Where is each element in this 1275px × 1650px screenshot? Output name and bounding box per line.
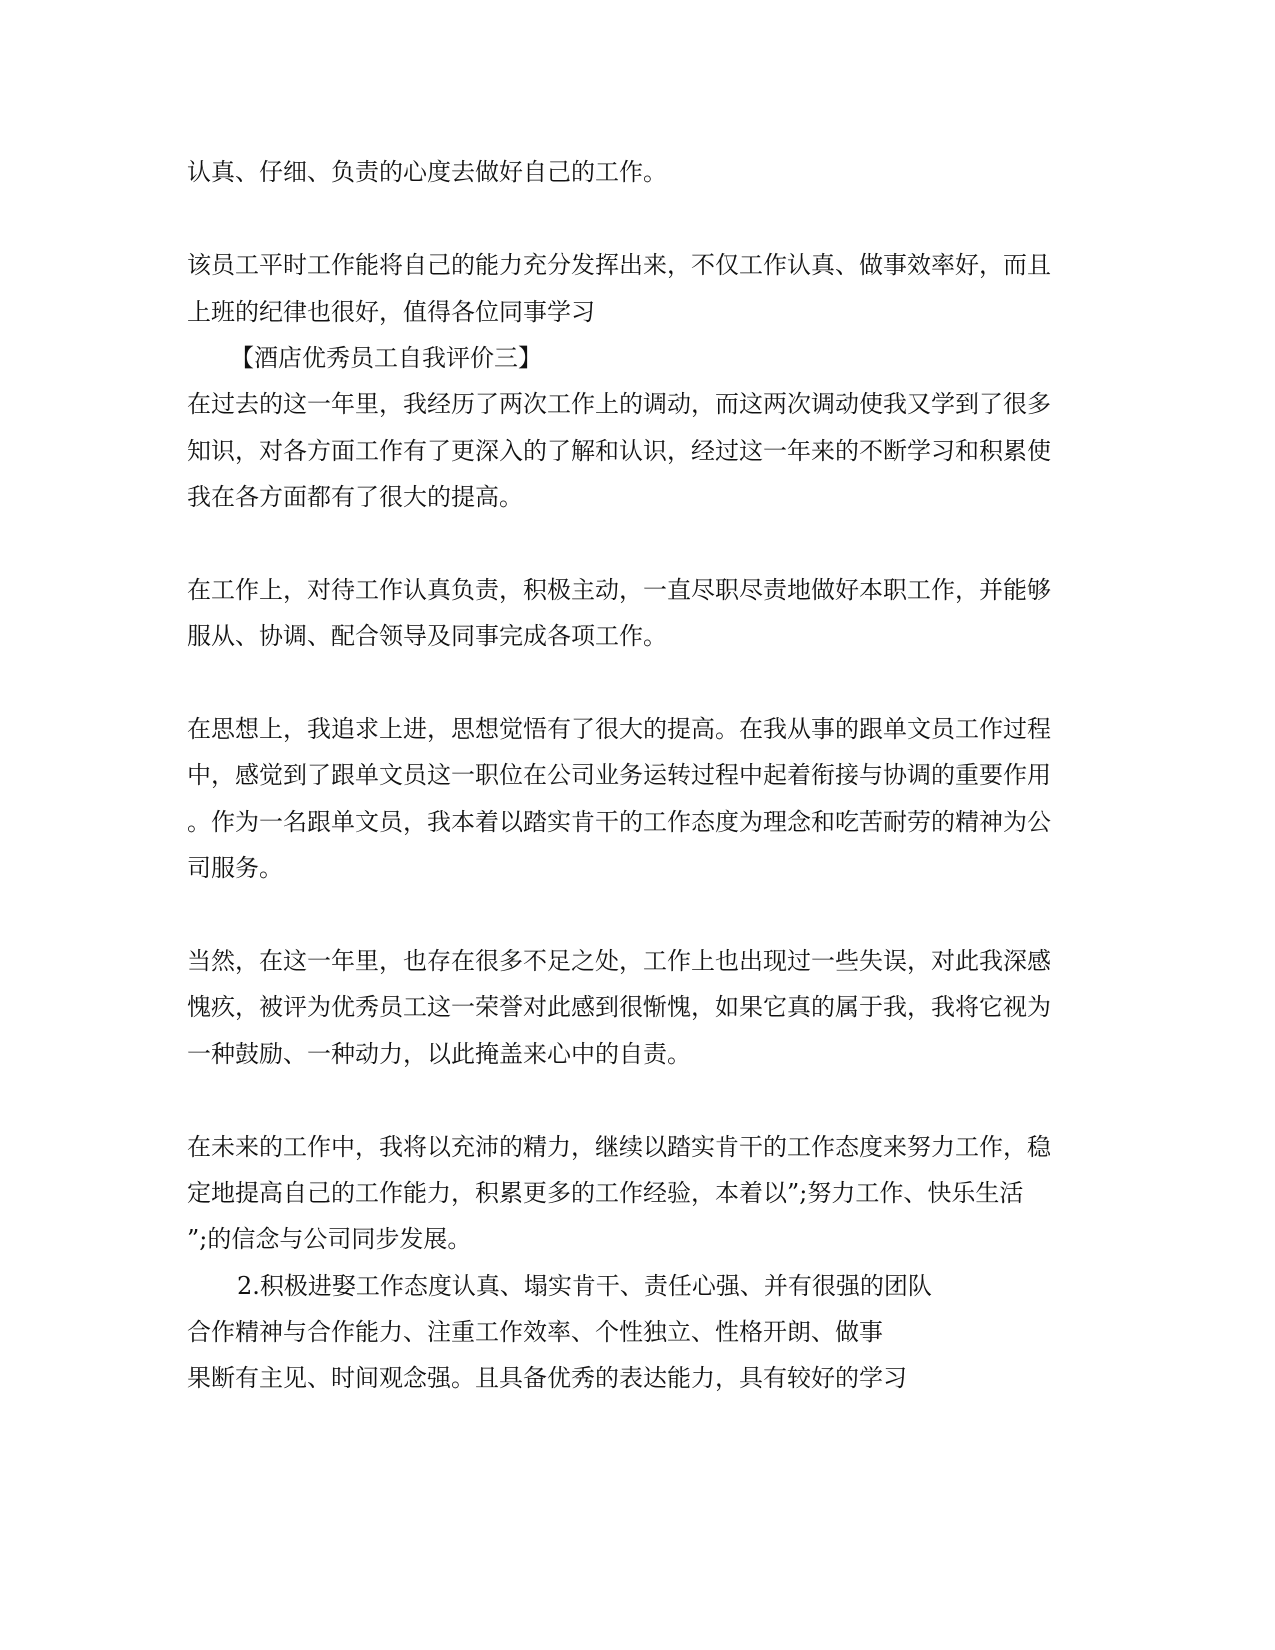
section-heading: 【酒店优秀员工自我评价三】 [230,344,542,372]
text-line: 我在各方面都有了很大的提高。 [187,483,523,511]
text-line: 司服务。 [187,854,283,882]
text-line: 知识，对各方面工作有了更深入的了解和认识，经过这一年来的不断学习和积累使 [187,437,1051,465]
text-line: 认真、仔细、负责的心度去做好自己的工作。 [187,158,667,186]
text-line: 定地提高自己的工作能力，积累更多的工作经验，本着以”;努力工作、快乐生活 [187,1179,1024,1207]
text-line: 服从、协调、配合领导及同事完成各项工作。 [187,622,667,650]
text-line: 上班的纪律也很好，值得各位同事学习 [187,298,595,326]
text-line: 在未来的工作中，我将以充沛的精力，继续以踏实肯干的工作态度来努力工作，稳 [187,1133,1051,1161]
text-line: 当然，在这一年里，也存在很多不足之处，工作上也出现过一些失误，对此我深感 [187,947,1051,975]
text-line: 在思想上，我追求上进，思想觉悟有了很大的提高。在我从事的跟单文员工作过程 [187,715,1051,743]
text-line: 一种鼓励、一种动力，以此掩盖来心中的自责。 [187,1040,691,1068]
text-line: 合作精神与合作能力、注重工作效率、个性独立、性格开朗、做事 [187,1318,883,1346]
text-line: 在过去的这一年里，我经历了两次工作上的调动，而这两次调动使我又学到了很多 [187,390,1051,418]
text-line: 该员工平时工作能将自己的能力充分发挥出来，不仅工作认真、做事效率好，而且 [187,251,1051,279]
text-line: 果断有主见、时间观念强。且具备优秀的表达能力，具有较好的学习 [187,1364,907,1392]
text-line: 在工作上，对待工作认真负责，积极主动，一直尽职尽责地做好本职工作，并能够 [187,576,1051,604]
text-line: 中，感觉到了跟单文员这一职位在公司业务运转过程中起着衔接与协调的重要作用 [187,761,1051,789]
text-line: 愧疚，被评为优秀员工这一荣誉对此感到很惭愧，如果它真的属于我，我将它视为 [187,993,1051,1021]
text-line: 。作为一名跟单文员，我本着以踏实肯干的工作态度为理念和吃苦耐劳的精神为公 [187,808,1051,836]
text-line: ”;的信念与公司同步发展。 [187,1225,472,1253]
text-line: 2.积极进娶工作态度认真、塌实肯干、责任心强、并有很强的团队 [237,1272,932,1300]
